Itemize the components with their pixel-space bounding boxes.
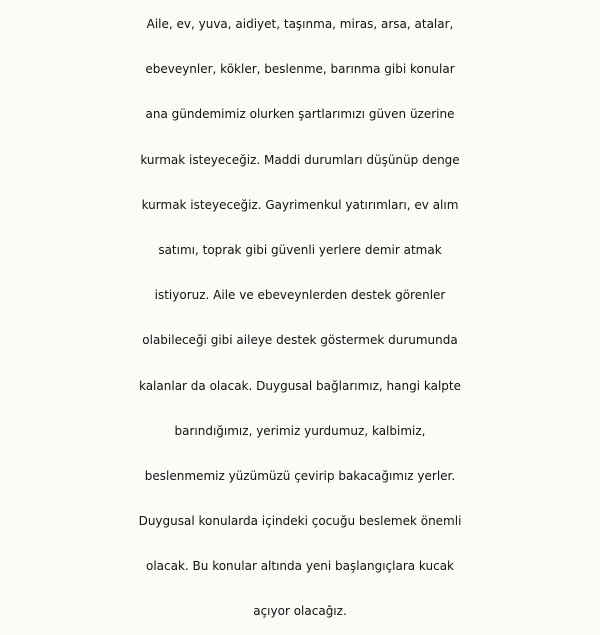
text-line-6: satımı, toprak gibi güvenli yerlere demir atmak <box>158 242 442 257</box>
text-line-5: kurmak isteyeceğiz. Gayrimenkul yatırımları, ev alım <box>141 197 459 212</box>
text-line-8: olabileceği gibi aileye destek göstermek durumunda <box>142 333 458 348</box>
text-line-4: kurmak isteyeceğiz. Maddi durumları düşünüp denge <box>140 152 460 167</box>
paragraph <box>0 2 600 635</box>
text-line-1: Aile, ev, yuva, aidiyet, taşınma, miras, arsa, atalar, <box>146 17 454 31</box>
text-line-12: Duygusal konularda içindeki çocuğu beslemek önemli <box>138 514 462 529</box>
text-line-13: olacak. Bu konular altında yeni başlangıçlara kucak <box>145 559 454 574</box>
text-line-7: istiyoruz. Aile ve ebeveynlerden destek görenler <box>154 288 446 303</box>
text-line-2: ebeveynler, kökler, beslenme, barınma gibi konular <box>145 62 455 77</box>
text-line-11: beslenmemiz yüzümüzü çevirip bakacağımız yerler. <box>144 468 456 483</box>
text-line-3: ana gündemimiz olurken şartlarımızı güven üzerine <box>145 107 455 122</box>
text-line-14: açıyor olacağız. <box>253 604 347 619</box>
text-line-9: kalanlar da olacak. Duygusal bağlarımız, hangi kalpte <box>138 378 462 393</box>
text-line-10: barındığımız, yerimiz yurdumuz, kalbimiz, <box>174 423 426 438</box>
